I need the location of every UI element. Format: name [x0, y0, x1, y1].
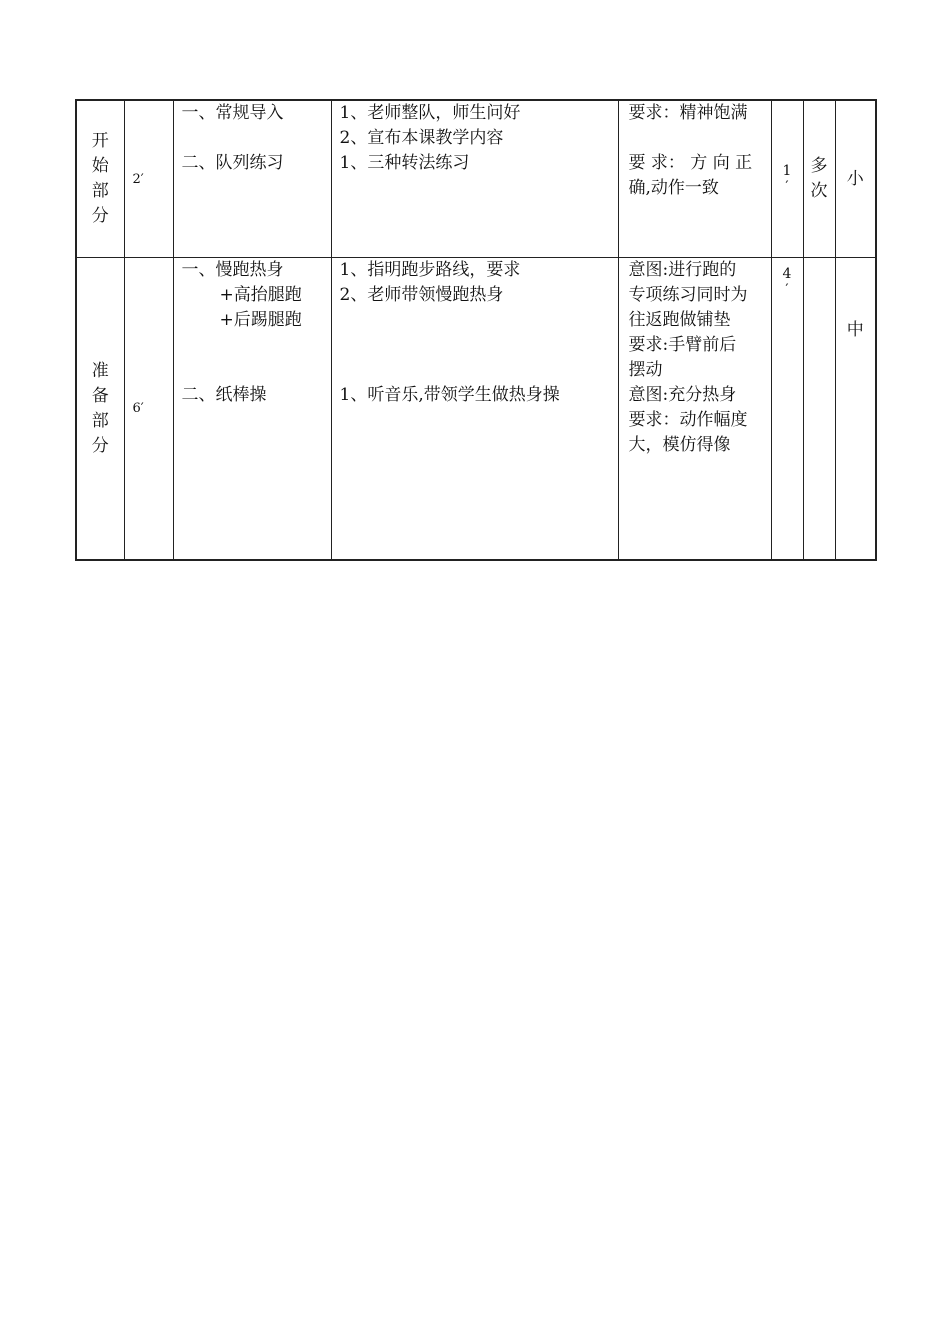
content-item: 二、纸棒操	[181, 385, 267, 405]
org-item: 要 求： 方 向 正	[628, 153, 753, 173]
method-cell	[331, 258, 618, 561]
content-subitem: +后踢腿跑	[219, 310, 302, 330]
section-char: 准	[91, 360, 109, 381]
times-cell	[803, 100, 835, 258]
duration-cell	[771, 258, 803, 561]
org-item: 大，模仿得像	[628, 435, 731, 455]
org-item: 往返跑做铺垫	[628, 310, 731, 330]
organization-cell	[618, 100, 771, 258]
table-row	[76, 258, 876, 561]
section-name-cell	[76, 100, 124, 258]
load-cell: 中	[835, 258, 876, 561]
section-char: 分	[91, 435, 109, 456]
content-item: 一、慢跑热身	[181, 260, 284, 280]
section-char: 开	[91, 131, 109, 151]
section-char: 备	[91, 385, 109, 406]
content-item: 一、常规导入	[181, 103, 284, 123]
section-char: 分	[91, 206, 109, 226]
section-char: 部	[91, 181, 109, 201]
method-item: 1、老师整队，师生问好	[339, 103, 521, 123]
content-cell	[173, 258, 331, 561]
org-item: 意图:进行跑的	[628, 260, 737, 280]
method-item: 1、指明跑步路线，要求	[339, 260, 521, 280]
section-name-cell	[76, 258, 124, 561]
table-row	[76, 100, 876, 258]
method-item: 2、老师带领慢跑热身	[339, 285, 504, 305]
organization-cell	[618, 258, 771, 561]
section-char: 部	[91, 410, 109, 431]
time-cell: 2′	[124, 100, 173, 258]
times-char: 次	[810, 181, 828, 201]
times-char: 多	[810, 156, 828, 176]
org-item: 摆动	[628, 360, 663, 380]
org-item: 确,动作一致	[628, 178, 719, 198]
content-cell	[173, 100, 331, 258]
duration-cell	[771, 100, 803, 258]
duration-value: 4	[782, 266, 792, 282]
org-item: 意图:充分热身	[628, 385, 737, 405]
content-subitem: +高抬腿跑	[219, 285, 302, 305]
org-item: 要求:手臂前后	[628, 335, 737, 355]
times-cell	[803, 258, 835, 561]
load-cell: 小	[835, 100, 876, 258]
method-item: 1、三种转法练习	[339, 153, 470, 173]
method-item: 2、宣布本课教学内容	[339, 128, 504, 148]
time-cell: 6′	[124, 258, 173, 561]
duration-value: 1	[782, 163, 792, 179]
lesson-plan-table	[75, 99, 877, 561]
duration-mark: ′	[785, 282, 789, 298]
org-item: 专项练习同时为	[628, 285, 748, 305]
method-item: 1、听音乐,带领学生做热身操	[339, 385, 560, 405]
org-item: 要求：动作幅度	[628, 410, 748, 430]
org-item: 要求：精神饱满	[628, 103, 748, 123]
method-cell	[331, 100, 618, 258]
duration-mark: ′	[785, 179, 789, 195]
content-item: 二、队列练习	[181, 153, 284, 173]
section-char: 始	[91, 156, 109, 176]
